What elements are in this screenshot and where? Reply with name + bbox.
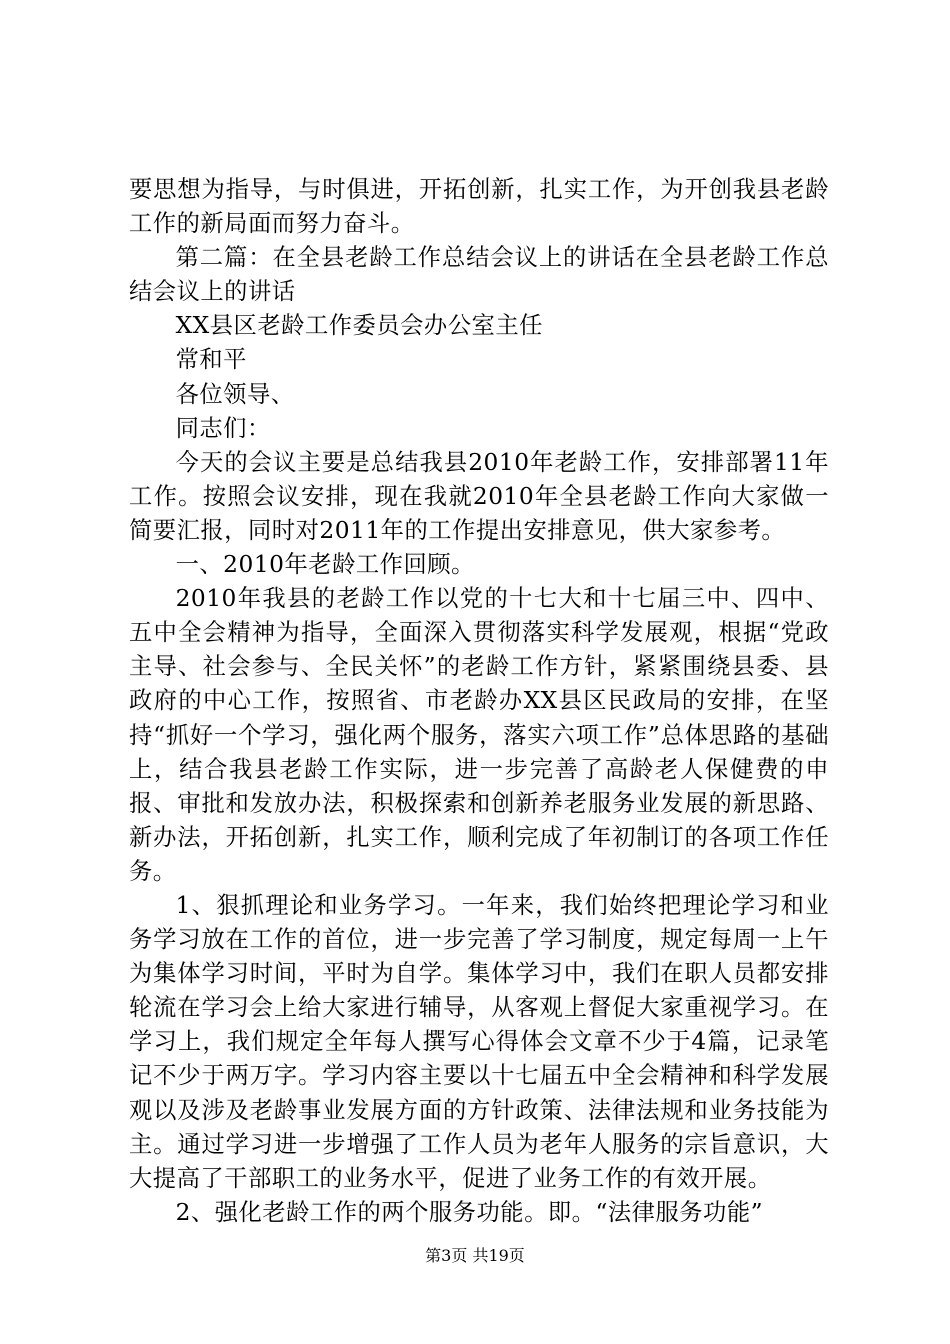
paragraph-5: 各位领导、 [175, 380, 295, 408]
paragraph-2: 第二篇：在全县老龄工作总结会议上的讲话在全县老龄工作总结会议上的讲话 [129, 244, 829, 306]
paragraph-11: 2、强化老龄工作的两个服务功能。即。“法律服务功能” [175, 1198, 764, 1226]
paragraph-4: 常和平 [175, 346, 247, 374]
paragraph-3: XX县区老龄工作委员会办公室主任 [175, 312, 543, 340]
page-number-footer: 第3页 共19页 [425, 1246, 525, 1265]
paragraph-8: 一、2010年老龄工作回顾。 [175, 551, 475, 579]
paragraph-7: 今天的会议主要是总结我县2010年老龄工作，安排部署11年工作。按照会议安排，现在我就2010年全县老龄工作向大家做一简要汇报，同时对2011年的工作提出安排意见，供大家参考。 [129, 448, 829, 544]
document-body [129, 173, 829, 1230]
paragraph-1: 要思想为指导，与时俱进，开拓创新，扎实工作，为开创我县老龄工作的新局面而努力奋斗。 [129, 176, 829, 238]
paragraph-10: 1、狠抓理论和业务学习。一年来，我们始终把理论学习和业务学习放在工作的首位，进一步完善了学习制度，规定每周一上午为集体学习时间，平时为自学。集体学习中，我们在职人员都安排轮流在学习会上给大家进行辅导，从客观上督促大家重视学习。在学习上，我们规定全年每人撰写心得体会文章不少于4篇，记录笔记不少于两万字。学习内容主要以十七届五中全会精神和科学发展观以及涉及老龄事业发展方面的方针政策、法律法规和业务技能为主。通过学习进一步增强了工作人员为老年人服务的宗旨意识，大大提高了干部职工的业务水平，促进了业务工作的有效开展。 [129, 891, 829, 1192]
paragraph-6: 同志们： [175, 414, 271, 442]
paragraph-9: 2010年我县的老龄工作以党的十七大和十七届三中、四中、五中全会精神为指导，全面深入贯彻落实科学发展观，根据“党政主导、社会参与、全民关怀”的老龄工作方针，紧紧围绕县委、县政府的中心工作，按照省、市老龄办XX县区民政局的安排，在坚持“抓好一个学习，强化两个服务，落实六项工作”总体思路的基础上，结合我县老龄工作实际，进一步完善了高龄老人保健费的申报、审批和发放办法，积极探索和创新养老服务业发展的新思路、新办法，开拓创新，扎实工作，顺利完成了年初制订的各项工作任务。 [129, 585, 829, 885]
